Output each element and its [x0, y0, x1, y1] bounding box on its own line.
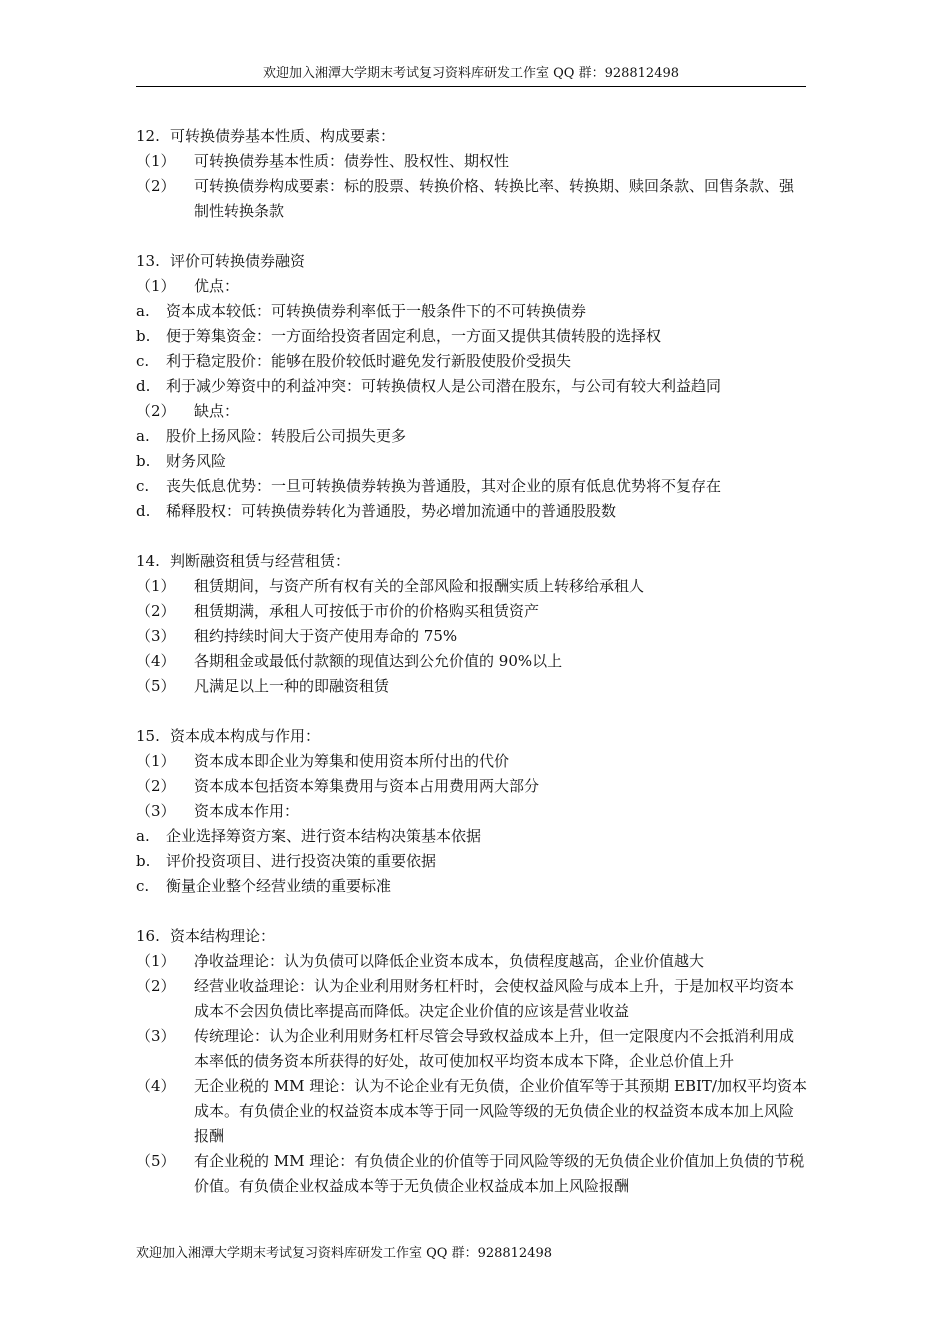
item-marker: b. [136, 852, 151, 870]
item-text: 财务风险 [166, 452, 227, 470]
section-13 [136, 249, 808, 524]
item-marker: （1） [136, 952, 176, 970]
item-marker: b. [136, 452, 151, 470]
item-text: 资本成本较低：可转换债券利率低于一般条件下的不可转换债券 [166, 302, 587, 320]
item-text: 有企业税的 MM 理论：有负债企业的价值等于同风险等级的无负债企业价值加上负债的节税价值。有负债企业权益成本等于无负债企业权益成本加上风险报酬 [194, 1152, 805, 1195]
page-footer: 欢迎加入湘潭大学期末考试复习资料库研发工作室 QQ 群：928812498 [136, 1246, 553, 1261]
item-marker: c. [136, 477, 150, 495]
item-marker: （2） [136, 977, 176, 995]
section-number: 14. [136, 552, 160, 570]
item-marker: （1） [136, 577, 176, 595]
section-title-text: 资本结构理论： [170, 927, 276, 945]
section-title-text: 评价可转换债券融资 [170, 252, 306, 270]
list-item [136, 374, 808, 399]
item-text: 可转换债券构成要素：标的股票、转换价格、转换比率、转换期、赎回条款、回售条款、强制性转换条款 [194, 177, 795, 220]
item-text: 资本成本包括资本筹集费用与资本占用费用两大部分 [194, 777, 540, 795]
list-item [136, 349, 808, 374]
item-text: 资本成本即企业为筹集和使用资本所付出的代价 [194, 752, 510, 770]
item-marker: b. [136, 327, 151, 345]
list-item [136, 949, 808, 974]
item-marker: a. [136, 302, 150, 320]
list-item [136, 574, 808, 599]
section-title-text: 判断融资租赁与经营租赁： [170, 552, 351, 570]
item-marker: a. [136, 827, 150, 845]
item-marker: a. [136, 427, 150, 445]
list-item [136, 274, 808, 299]
section-12 [136, 124, 808, 224]
item-marker: （2） [136, 602, 176, 620]
list-item [136, 299, 808, 324]
item-marker: （4） [136, 652, 176, 670]
list-item [136, 399, 808, 424]
item-text: 经营业收益理论：认为企业利用财务杠杆时，会使权益风险与成本上升，于是加权平均资本成本不会因负债比率提高而降低。决定企业价值的应该是营业收益 [194, 977, 795, 1020]
item-marker: d. [136, 502, 151, 520]
item-text: 租约持续时间大于资产使用寿命的 75% [194, 627, 458, 645]
list-item [136, 1074, 808, 1149]
list-item [136, 149, 808, 174]
list-item [136, 874, 808, 899]
section-title-text: 可转换债券基本性质、构成要素： [170, 127, 396, 145]
list-item [136, 599, 808, 624]
list-item [136, 974, 808, 1024]
section-title-text: 资本成本构成与作用： [170, 727, 321, 745]
list-item [136, 449, 808, 474]
section-15 [136, 724, 808, 899]
item-text: 可转换债券基本性质：债券性、股权性、期权性 [194, 152, 510, 170]
item-text: 租赁期间，与资产所有权有关的全部风险和报酬实质上转移给承租人 [194, 577, 645, 595]
item-text: 传统理论：认为企业利用财务杠杆尽管会导致权益成本上升，但一定限度内不会抵消利用成本率低的债务资本所获得的好处，故可使加权平均资本成本下降，企业总价值上升 [194, 1027, 795, 1070]
item-text: 衡量企业整个经营业绩的重要标准 [166, 877, 392, 895]
list-item [136, 424, 808, 449]
item-text: 便于筹集资金：一方面给投资者固定利息，一方面又提供其债转股的选择权 [166, 327, 662, 345]
item-marker: （1） [136, 152, 176, 170]
section-number: 13. [136, 252, 160, 270]
section-number: 12. [136, 127, 160, 145]
list-item [136, 799, 808, 824]
item-marker: （4） [136, 1077, 176, 1095]
document-body [136, 124, 808, 1224]
item-text: 企业选择筹资方案、进行资本结构决策基本依据 [166, 827, 482, 845]
section-number: 16. [136, 927, 160, 945]
section-16 [136, 924, 808, 1199]
list-item [136, 849, 808, 874]
item-text: 缺点： [194, 402, 240, 420]
item-text: 丧失低息优势：一旦可转换债券转换为普通股，其对企业的原有低息优势将不复存在 [166, 477, 722, 495]
item-text: 优点： [194, 277, 240, 295]
list-item [136, 1024, 808, 1074]
section-14 [136, 549, 808, 699]
item-marker: （3） [136, 1027, 176, 1045]
item-marker: （1） [136, 752, 176, 770]
item-marker: （3） [136, 802, 176, 820]
item-marker: （2） [136, 177, 176, 195]
item-marker: （2） [136, 777, 176, 795]
item-marker: （5） [136, 677, 176, 695]
list-item [136, 824, 808, 849]
item-marker: （5） [136, 1152, 176, 1170]
item-text: 利于减少筹资中的利益冲突：可转换债权人是公司潜在股东，与公司有较大利益趋同 [166, 377, 722, 395]
item-text: 无企业税的 MM 理论：认为不论企业有无负债，企业价值军等于其预期 EBIT/加权平均资本成本。有负债企业的权益资本成本等于同一风险等级的无负债企业的权益资本成本加上风险报酬 [194, 1077, 807, 1145]
item-marker: d. [136, 377, 151, 395]
item-text: 稀释股权：可转换债券转化为普通股，势必增加流通中的普通股股数 [166, 502, 617, 520]
item-marker: （2） [136, 402, 176, 420]
list-item [136, 174, 808, 224]
item-text: 各期租金或最低付款额的现值达到公允价值的 90%以上 [194, 652, 563, 670]
page-header: 欢迎加入湘潭大学期末考试复习资料库研发工作室 QQ 群：928812498 [136, 64, 806, 87]
list-item [136, 499, 808, 524]
list-item [136, 624, 808, 649]
item-marker: （3） [136, 627, 176, 645]
item-text: 股价上扬风险：转股后公司损失更多 [166, 427, 407, 445]
list-item [136, 674, 808, 699]
item-text: 净收益理论：认为负债可以降低企业资本成本，负债程度越高，企业价值越大 [194, 952, 705, 970]
section-number: 15. [136, 727, 160, 745]
list-item [136, 324, 808, 349]
list-item [136, 474, 808, 499]
item-marker: c. [136, 877, 150, 895]
item-text: 利于稳定股价：能够在股价较低时避免发行新股使股价受损失 [166, 352, 572, 370]
section-title [136, 249, 808, 274]
item-text: 凡满足以上一种的即融资租赁 [194, 677, 390, 695]
item-text: 租赁期满，承租人可按低于市价的价格购买租赁资产 [194, 602, 540, 620]
item-marker: （1） [136, 277, 176, 295]
section-title [136, 124, 808, 149]
section-title [136, 549, 808, 574]
section-title [136, 924, 808, 949]
item-marker: c. [136, 352, 150, 370]
list-item [136, 649, 808, 674]
item-text: 资本成本作用： [194, 802, 300, 820]
item-text: 评价投资项目、进行投资决策的重要依据 [166, 852, 437, 870]
list-item [136, 749, 808, 774]
list-item [136, 774, 808, 799]
section-title [136, 724, 808, 749]
list-item [136, 1149, 808, 1199]
